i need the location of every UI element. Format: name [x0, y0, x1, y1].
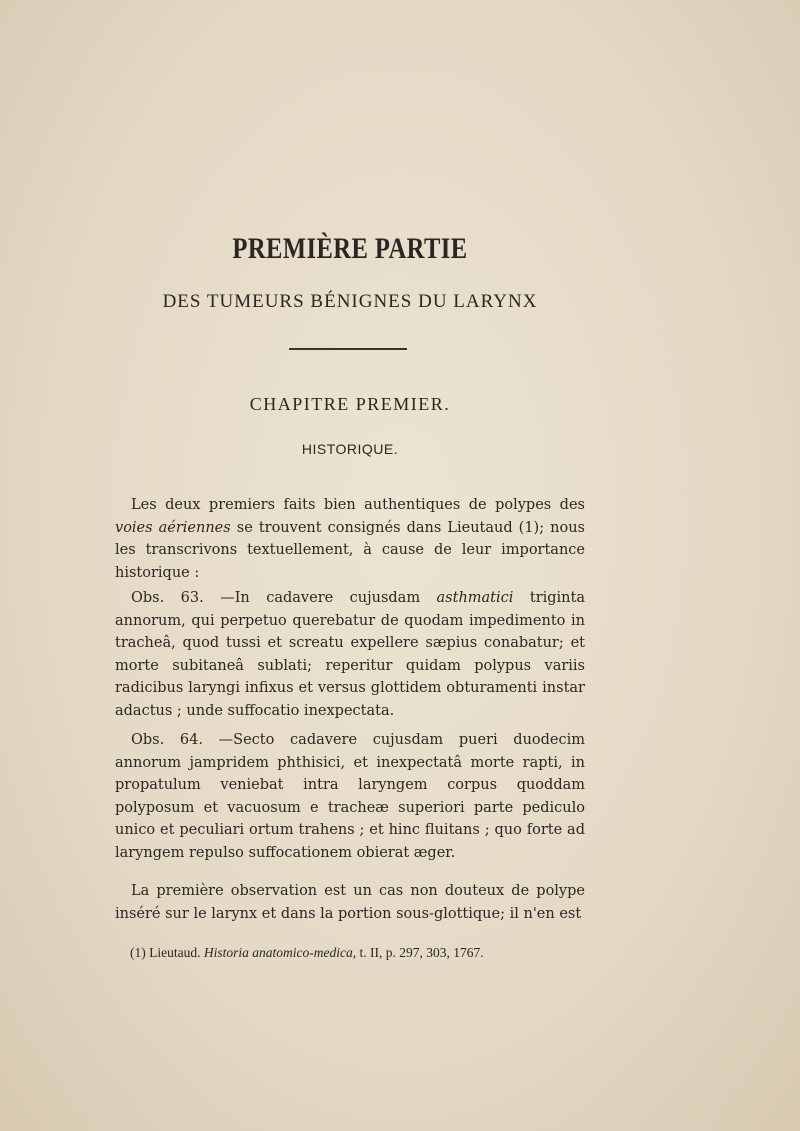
footnote-start: (1) Lieutaud.: [130, 945, 204, 960]
part-subtitle: DES TUMEURS BÉNIGNES DU LARYNX: [162, 291, 538, 312]
observation-64-lead: Obs. 64. —: [131, 732, 234, 748]
footnote: [130, 945, 590, 961]
chapter-title: CHAPITRE PREMIER.: [249, 394, 451, 414]
paragraph-commentary-text: La première observation est un cas non douteux de polype inséré sur le larynx et dans la portion sous-glottique; il n'en est: [115, 883, 585, 922]
observation-64: [115, 729, 585, 864]
paragraph-intro-end: se trouvent consignés dans Lieutaud (1); nous les transcrivons textuellement, à cause de leur importance historique :: [115, 519, 585, 581]
title-divider: [289, 348, 407, 350]
paragraph-intro-italic: voies aériennes: [115, 519, 231, 536]
observation-63-lead: Obs. 63. —: [131, 590, 235, 606]
paragraph-commentary: [115, 880, 585, 925]
observation-63: [115, 587, 585, 722]
paragraph-intro-start: Les deux premiers faits bien authentiques de polypes des: [131, 497, 585, 513]
section-title: HISTORIQUE.: [301, 441, 399, 457]
observation-63-italic: asthmatici: [436, 590, 514, 606]
observation-64-text: Secto cadavere cujusdam pueri duodecim annorum jampridem phthisici, et inexpectatâ morte rapti, in propatulum veniebat intra laryngem corpus quoddam polyposum et vacuosum e tracheæ superiori parte pediculo unico et peculiari ortum trahens ; et hinc fluitans ; quo forte ad laryngem repulso suffocationem obierat æger.: [115, 732, 586, 861]
observation-63-end: triginta annorum, qui perpetuo querebatur de quodam impedimento in tracheâ, quod tussi et screatu expellere sæpius conabatur; et morte subitaneâ sublati; reperitur quidam polypus variis radicibus laryngi infixus et versus glottidem obturamenti instar adactus ; unde suffocatio inexpectata.: [115, 590, 585, 719]
part-title: PREMIÈRE PARTIE: [232, 232, 468, 265]
paragraph-intro: [115, 494, 585, 584]
footnote-italic: Historia anatomico-medica: [203, 945, 353, 960]
footnote-end: , t. II, p. 297, 303, 1767.: [352, 945, 484, 960]
observation-63-start: In cadavere cujusdam: [234, 590, 437, 606]
